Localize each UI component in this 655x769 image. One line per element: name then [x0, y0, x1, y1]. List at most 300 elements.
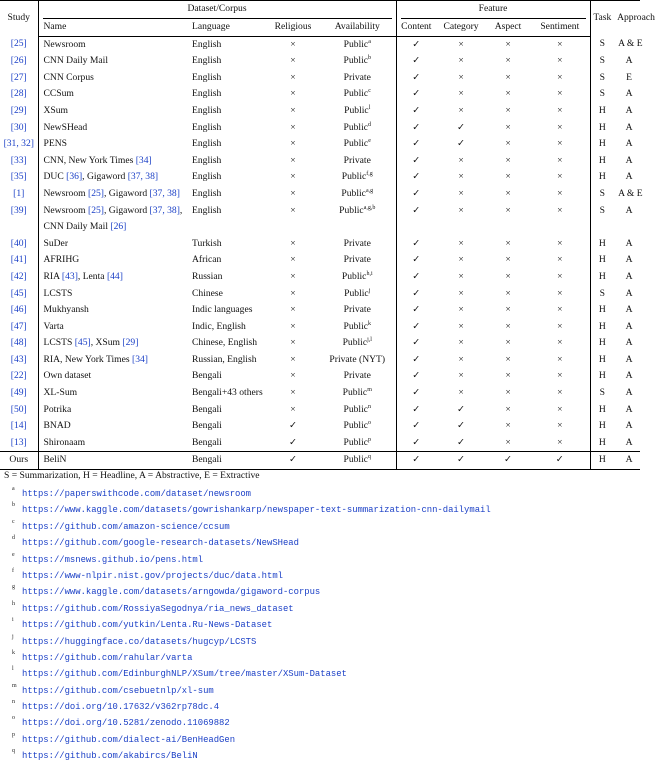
availability-cell: Private	[343, 237, 371, 249]
content-cell: ✓	[396, 418, 436, 435]
aspect-cell: ×	[505, 254, 511, 266]
religious-cell: ×	[290, 370, 296, 382]
name-cell: BNAD	[43, 420, 71, 432]
religious-cell: ×	[290, 304, 296, 316]
footnote-link[interactable]: https://github.com/rahular/varta	[22, 652, 193, 663]
aspect-cell: ×	[505, 187, 511, 199]
task-cell: H	[590, 402, 614, 419]
category-cell: ✓	[457, 403, 466, 415]
task-cell: S	[590, 203, 614, 236]
sentiment-cell: ×	[557, 254, 563, 266]
footnote-letter: h	[12, 600, 15, 607]
aspect-cell: ×	[505, 88, 511, 100]
content-cell: ✓	[396, 368, 436, 385]
name-cell: RIA, New York Times [34]	[43, 353, 148, 365]
footnote-link[interactable]: https://paperswithcode.com/dataset/newsroom	[22, 489, 252, 499]
table-row	[0, 435, 640, 452]
table-row	[0, 120, 640, 137]
task-cell: H	[590, 302, 614, 319]
sentiment-cell: ×	[557, 138, 563, 150]
sentiment-cell: ×	[557, 104, 563, 116]
language-cell: English	[192, 121, 222, 133]
footnote-c	[0, 519, 640, 535]
content-cell: ✓	[396, 352, 436, 369]
religious-cell: ✓	[288, 436, 298, 448]
sentiment-cell: ×	[557, 187, 563, 199]
religious-cell: ×	[290, 403, 296, 415]
aspect-cell: ×	[505, 320, 511, 332]
task-cell: H	[590, 153, 614, 170]
availability-cell: Public$^{j,l}$	[342, 337, 372, 349]
footnote-letter: i	[12, 617, 14, 624]
task-cell: H	[590, 352, 614, 369]
category-cell: ✓	[457, 436, 466, 448]
approach-cell: A	[614, 452, 640, 470]
religious-cell: ×	[290, 154, 296, 166]
approach-cell: A	[625, 353, 633, 365]
language-cell: English	[192, 71, 222, 83]
header-language: Language	[190, 19, 267, 37]
study-cell: [25]	[0, 36, 38, 53]
category-cell: ×	[458, 304, 464, 316]
footnote-link[interactable]: https://github.com/EdinburghNLP/XSum/tree/master/XSum-Dataset	[22, 669, 347, 680]
footnote-m	[0, 683, 640, 699]
footnote-j	[0, 634, 640, 650]
study-cell: [42]	[0, 269, 38, 286]
category-cell: ×	[458, 254, 464, 266]
table-row	[0, 319, 640, 336]
aspect-cell: ×	[505, 337, 511, 349]
task-cell: H	[590, 120, 614, 137]
sentiment-cell: ×	[557, 320, 563, 332]
sentiment-cell: ×	[557, 420, 563, 432]
footnote-letter: e	[12, 551, 15, 558]
sentiment-cell: ×	[557, 387, 563, 399]
footnote-e	[0, 552, 640, 568]
name-cell: LCSTS [45], XSum [29]	[43, 337, 139, 349]
sentiment-cell: ×	[557, 337, 563, 349]
table-row	[0, 368, 640, 385]
footnote-p	[0, 732, 640, 748]
table-row	[0, 36, 640, 53]
task-cell: H	[590, 236, 614, 253]
task-cell: H	[590, 368, 614, 385]
approach-cell: A & E	[618, 187, 643, 199]
header-category: Category	[436, 19, 486, 37]
language-cell: Bengali+43 others	[192, 387, 263, 399]
aspect-cell: ×	[505, 171, 511, 183]
language-cell: English	[192, 55, 222, 67]
table-row	[0, 186, 640, 203]
study-cell: [22]	[0, 368, 38, 385]
study-cell: [40]	[0, 236, 38, 253]
religious-cell: ×	[290, 270, 296, 282]
study-cell: [13]	[0, 435, 38, 452]
name-cell: PENS	[43, 138, 67, 150]
footnote-link[interactable]: https://www-nlpir.nist.gov/projects/duc/data.html	[22, 570, 283, 581]
name-cell: Varta	[43, 320, 64, 332]
sentiment-cell: ×	[557, 436, 563, 448]
task-cell: H	[590, 169, 614, 186]
table-body	[0, 36, 643, 469]
availability-cell: Public$^{a,g}$	[341, 187, 374, 199]
table-row	[0, 169, 640, 186]
religious-cell: ×	[290, 88, 296, 100]
sentiment-cell: ×	[557, 237, 563, 249]
footnote-letter: o	[12, 715, 15, 722]
religious-cell: ×	[290, 353, 296, 365]
table-row	[0, 70, 640, 87]
study-cell: [30]	[0, 120, 38, 137]
aspect-cell: ×	[505, 204, 511, 216]
aspect-cell: ×	[505, 304, 511, 316]
study-cell: [47]	[0, 319, 38, 336]
footnote-i	[0, 617, 640, 633]
religious-cell: ×	[290, 187, 296, 199]
availability-cell: Public$^l$	[344, 104, 371, 116]
approach-cell: A & E	[618, 38, 643, 50]
approach-cell: A	[625, 154, 633, 166]
availability-cell: Private (NYT)	[329, 353, 386, 365]
header-aspect: Aspect	[486, 19, 530, 37]
footnote-letter: b	[12, 502, 15, 509]
language-cell: Bengali	[192, 420, 222, 432]
category-cell: ×	[458, 287, 464, 299]
aspect-cell: ×	[505, 55, 511, 67]
table-row	[0, 236, 640, 253]
category-cell: ×	[458, 353, 464, 365]
study-cell: [28]	[0, 86, 38, 103]
task-cell: H	[590, 435, 614, 452]
footnote-link[interactable]: https://github.com/csebuetnlp/xl-sum	[22, 685, 214, 696]
name-cell: Newsroom	[43, 38, 86, 50]
header-content: Content	[396, 19, 436, 37]
aspect-cell: ×	[505, 387, 511, 399]
header-task: Task	[590, 1, 614, 37]
religious-cell: ×	[290, 287, 296, 299]
aspect-cell: ✓	[486, 452, 530, 470]
sentiment-cell: ×	[557, 88, 563, 100]
availability-cell: Public$^a$	[343, 38, 371, 50]
header-feature-group: Feature	[396, 1, 590, 19]
task-cell: H	[590, 418, 614, 435]
footnote-link[interactable]: https://github.com/dialect-ai/BenHeadGen	[22, 734, 236, 745]
task-cell: H	[590, 252, 614, 269]
category-cell: ✓	[457, 138, 466, 150]
name-cell: CNN, New York Times [34]	[43, 154, 152, 166]
footnote-q	[0, 748, 640, 764]
name-cell: Own dataset	[43, 370, 92, 382]
availability-cell: Public$^b$	[343, 55, 372, 67]
content-cell: ✓	[396, 236, 436, 253]
aspect-cell: ×	[505, 138, 511, 150]
table-row	[0, 302, 640, 319]
aspect-cell: ×	[505, 370, 511, 382]
content-cell: ✓	[396, 286, 436, 303]
footnote-link[interactable]: https://www.kaggle.com/datasets/arngowda/gigaword-corpus	[22, 587, 321, 598]
header-name: Name	[38, 19, 190, 37]
availability-cell: Public$^k$	[343, 320, 372, 332]
availability-cell: Public$^m$	[342, 386, 372, 399]
aspect-cell: ×	[505, 270, 511, 282]
header-availability: Availability	[319, 19, 396, 37]
aspect-cell: ×	[505, 403, 511, 415]
language-cell: Turkish	[192, 237, 222, 249]
language-cell: English	[192, 38, 222, 50]
study-cell: [39]	[0, 203, 38, 236]
footnote-d	[0, 535, 640, 551]
availability-cell: Public$^{f,g}$	[341, 171, 373, 183]
footnote-link[interactable]: https://doi.org/10.17632/v362rp78dc.4	[22, 702, 220, 713]
availability-cell: Private	[343, 254, 371, 266]
footnote-letter: f	[12, 567, 14, 574]
language-cell: English	[192, 88, 222, 100]
approach-cell: A	[625, 304, 633, 316]
availability-cell: Public$^p$	[343, 436, 372, 448]
religious-cell: ×	[290, 204, 296, 216]
name-cell: SuDer	[43, 237, 69, 249]
task-cell: S	[590, 186, 614, 203]
study-cell: [49]	[0, 385, 38, 402]
study-cell: [50]	[0, 402, 38, 419]
name-cell: BeliN	[38, 452, 190, 470]
category-cell: ×	[458, 55, 464, 67]
aspect-cell: ×	[505, 154, 511, 166]
category-cell: ×	[458, 237, 464, 249]
table-row	[0, 385, 640, 402]
table-row	[0, 86, 640, 103]
task-cell: H	[590, 335, 614, 352]
religious-cell: ×	[290, 171, 296, 183]
task-cell: S	[590, 70, 614, 87]
study-cell: [29]	[0, 103, 38, 120]
footnote-b	[0, 502, 640, 518]
religious-cell: ×	[290, 138, 296, 150]
footnote-link[interactable]: https://github.com/RossiyaSegodnya/ria_news_dataset	[22, 603, 294, 614]
task-cell: S	[590, 385, 614, 402]
footnote-link[interactable]: https://msnews.github.io/pens.html	[22, 554, 204, 565]
content-cell: ✓	[396, 319, 436, 336]
aspect-cell: ×	[505, 420, 511, 432]
approach-cell: A	[625, 420, 633, 432]
language-cell: Chinese	[192, 287, 223, 299]
study-cell: [1]	[0, 186, 38, 203]
approach-cell: A	[625, 403, 633, 415]
approach-cell: A	[625, 387, 633, 399]
availability-cell: Public$^o$	[343, 420, 372, 432]
aspect-cell: ×	[505, 121, 511, 133]
table-row	[0, 103, 640, 120]
category-cell: ✓	[457, 121, 466, 133]
category-cell: ×	[458, 104, 464, 116]
content-cell: ✓	[396, 103, 436, 120]
aspect-cell: ×	[505, 38, 511, 50]
footnote-g	[0, 584, 640, 600]
aspect-cell: ×	[505, 287, 511, 299]
footnote-letter: q	[12, 748, 15, 755]
name-cell: NewSHead	[43, 121, 88, 133]
table-row	[0, 153, 640, 170]
name-cell: LCSTS	[43, 287, 73, 299]
footnote-link[interactable]: https://huggingface.co/datasets/hugcyp/LCSTS	[22, 636, 257, 647]
religious-cell: ✓	[288, 420, 298, 432]
header-sentiment: Sentiment	[530, 19, 590, 37]
category-cell: ×	[458, 38, 464, 50]
table-row	[0, 203, 640, 236]
study-cell: [43]	[0, 352, 38, 369]
availability-cell: Private	[343, 304, 371, 316]
footnote-letter: p	[12, 731, 15, 738]
content-cell: ✓	[396, 452, 436, 470]
table-row	[0, 269, 640, 286]
footnote-letter: n	[12, 699, 15, 706]
content-cell: ✓	[396, 53, 436, 70]
table-row	[0, 418, 640, 435]
religious-cell: ×	[290, 337, 296, 349]
study-cell: [14]	[0, 418, 38, 435]
name-cell: CCSum	[43, 88, 74, 100]
language-cell: Russian, English	[192, 353, 257, 365]
header-dataset-group: Dataset/Corpus	[38, 1, 396, 19]
footnote-link[interactable]: https://github.com/yutkin/Lenta.Ru-News-Dataset	[22, 620, 273, 631]
approach-cell: A	[625, 320, 633, 332]
approach-cell: A	[625, 237, 633, 249]
content-cell: ✓	[396, 86, 436, 103]
category-cell: ×	[458, 370, 464, 382]
approach-cell: A	[625, 171, 633, 183]
footnote-link[interactable]: https://github.com/akabircs/BeliN	[22, 751, 198, 762]
approach-cell: A	[625, 287, 633, 299]
footnote-letter: c	[12, 518, 15, 525]
task-cell: S	[590, 36, 614, 53]
footnotes	[0, 486, 640, 765]
content-cell: ✓	[396, 402, 436, 419]
sentiment-cell: ×	[557, 304, 563, 316]
footnote-link[interactable]: https://github.com/google-research-datasets/NewSHead	[22, 538, 299, 549]
approach-cell: A	[625, 337, 633, 349]
name-cell: AFRIHG	[43, 254, 80, 266]
footnote-f	[0, 568, 640, 584]
sentiment-cell: ×	[557, 171, 563, 183]
availability-cell: Public$^d$	[343, 121, 372, 133]
name-cell: RIA [43], Lenta [44]	[43, 270, 123, 282]
religious-cell: ×	[290, 55, 296, 67]
task-cell: H	[590, 269, 614, 286]
study-cell: [35]	[0, 169, 38, 186]
sentiment-cell: ×	[557, 204, 563, 216]
approach-cell: A	[625, 88, 633, 100]
religious-cell: ×	[290, 104, 296, 116]
name-cell: Potrika	[43, 403, 72, 415]
category-cell: ✓	[457, 420, 466, 432]
approach-cell: A	[625, 55, 633, 67]
availability-cell: Public$^e$	[343, 137, 371, 150]
approach-cell: A	[625, 370, 633, 382]
language-cell: English	[192, 187, 222, 199]
language-cell: English	[192, 104, 222, 116]
religious-cell: ✓	[267, 452, 319, 470]
approach-cell: A	[625, 436, 633, 448]
study-cell: [48]	[0, 335, 38, 352]
language-cell: Indic languages	[192, 304, 253, 316]
footnote-link[interactable]: https://doi.org/10.5281/zenodo.11069882	[22, 718, 230, 729]
footnote-o	[0, 715, 640, 731]
study-cell: [27]	[0, 70, 38, 87]
religious-cell: ×	[290, 387, 296, 399]
religious-cell: ×	[290, 320, 296, 332]
name-cell: Newsroom [25], Gigaword [37, 38]	[43, 187, 180, 199]
study-cell: [33]	[0, 153, 38, 170]
category-cell: ×	[458, 187, 464, 199]
table-row	[0, 352, 640, 369]
content-cell: ✓	[396, 252, 436, 269]
language-cell: Bengali	[192, 370, 222, 382]
footnote-l	[0, 666, 640, 682]
religious-cell: ×	[290, 38, 296, 50]
study-cell: Ours	[0, 452, 38, 470]
sentiment-cell: ×	[557, 287, 563, 299]
language-cell: English	[192, 171, 222, 183]
category-cell: ×	[458, 88, 464, 100]
religious-cell: ×	[290, 71, 296, 83]
approach-cell: A	[625, 104, 633, 116]
name-cell: Shironaam	[43, 436, 86, 448]
religious-cell: ×	[290, 254, 296, 266]
legend: S = Summarization, H = Headline, A = Abstractive, E = Extractive	[4, 470, 260, 481]
availability-cell: Public$^c$	[343, 88, 371, 100]
sentiment-cell: ×	[557, 55, 563, 67]
category-cell: ✓	[436, 452, 486, 470]
header-approach: Approach	[614, 1, 640, 37]
aspect-cell: ×	[505, 436, 511, 448]
sentiment-cell: ✓	[530, 452, 590, 470]
name-cell: DUC [36], Gigaword [37, 38]	[43, 171, 159, 183]
header-study: Study	[0, 1, 38, 37]
task-cell: S	[590, 53, 614, 70]
content-cell: ✓	[396, 120, 436, 137]
table-row	[0, 335, 640, 352]
language-cell: Bengali	[190, 452, 267, 470]
name-cell: Mukhyansh	[43, 304, 89, 316]
footnote-n	[0, 699, 640, 715]
footnote-link[interactable]: https://github.com/amazon-science/ccsum	[22, 521, 230, 532]
approach-cell: A	[625, 138, 633, 150]
task-cell: S	[590, 86, 614, 103]
category-cell: ×	[458, 204, 464, 216]
table-row	[0, 286, 640, 303]
table-row	[0, 402, 640, 419]
sentiment-cell: ×	[557, 38, 563, 50]
approach-cell: A	[625, 121, 633, 133]
content-cell: ✓	[396, 302, 436, 319]
footnote-letter: a	[12, 486, 15, 492]
sentiment-cell: ×	[557, 71, 563, 83]
sentiment-cell: ×	[557, 370, 563, 382]
language-cell: English	[192, 154, 222, 166]
table-row-ours	[0, 452, 640, 470]
availability-cell: Public$^{h,i}$	[341, 270, 373, 282]
table-row	[0, 136, 640, 153]
footnote-link[interactable]: https://www.kaggle.com/datasets/gowrishankarp/newspaper-text-summarization-cnn-dailymail	[22, 505, 491, 516]
table-row	[0, 53, 640, 70]
aspect-cell: ×	[505, 353, 511, 365]
content-cell: ✓	[396, 435, 436, 452]
category-cell: ×	[458, 154, 464, 166]
religious-cell: ×	[290, 237, 296, 249]
approach-cell: E	[626, 71, 632, 83]
approach-cell: A	[625, 270, 633, 282]
header-religious: Religious	[267, 19, 319, 37]
